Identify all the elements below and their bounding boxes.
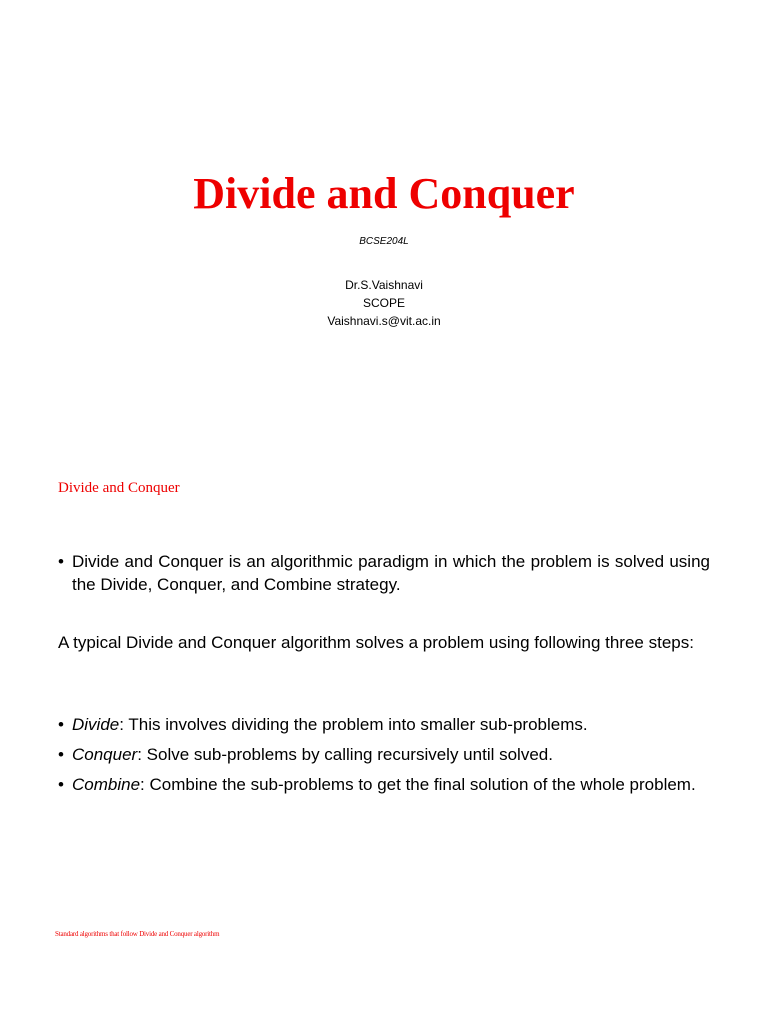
- slide-title: Divide and Conquer: [193, 169, 575, 218]
- bullet-icon: •: [58, 745, 64, 764]
- step-text: [72, 773, 710, 796]
- intro-bullet: [58, 550, 710, 596]
- author-block: [0, 276, 768, 330]
- bullet-icon: •: [58, 775, 64, 794]
- bullet-icon: •: [58, 552, 64, 571]
- department: SCOPE: [362, 296, 405, 310]
- step-term: Conquer: [72, 745, 138, 764]
- step-description: : This involves dividing the problem into smaller sub-problems.: [119, 715, 588, 734]
- step-combine: [58, 773, 710, 796]
- step-description: : Solve sub-problems by calling recursively until solved.: [137, 745, 553, 764]
- step-term: Combine: [72, 775, 141, 794]
- footer-note: Standard algorithms that follow Divide and Conquer algorithm: [55, 930, 220, 938]
- steps-intro: A typical Divide and Conquer algorithm solves a problem using following three steps:: [58, 633, 694, 652]
- bullet-icon: •: [58, 715, 64, 734]
- step-description: : Combine the sub-problems to get the final solution of the whole problem.: [140, 775, 696, 794]
- step-text: [72, 743, 710, 766]
- step-conquer: [58, 743, 710, 766]
- course-code: BCSE204L: [359, 236, 409, 247]
- step-term: Divide: [72, 715, 120, 734]
- step-divide: [58, 713, 710, 736]
- section-heading: Divide and Conquer: [58, 480, 180, 496]
- author-email: Vaishnavi.s@vit.ac.in: [327, 314, 441, 328]
- step-text: [72, 713, 710, 736]
- author-name: Dr.S.Vaishnavi: [345, 278, 423, 292]
- bullet-item: [58, 550, 710, 596]
- steps-list: [58, 713, 710, 803]
- bullet-text: Divide and Conquer is an algorithmic paradigm in which the problem is solved using the Divide, Conquer, and Combine strategy.: [72, 552, 710, 594]
